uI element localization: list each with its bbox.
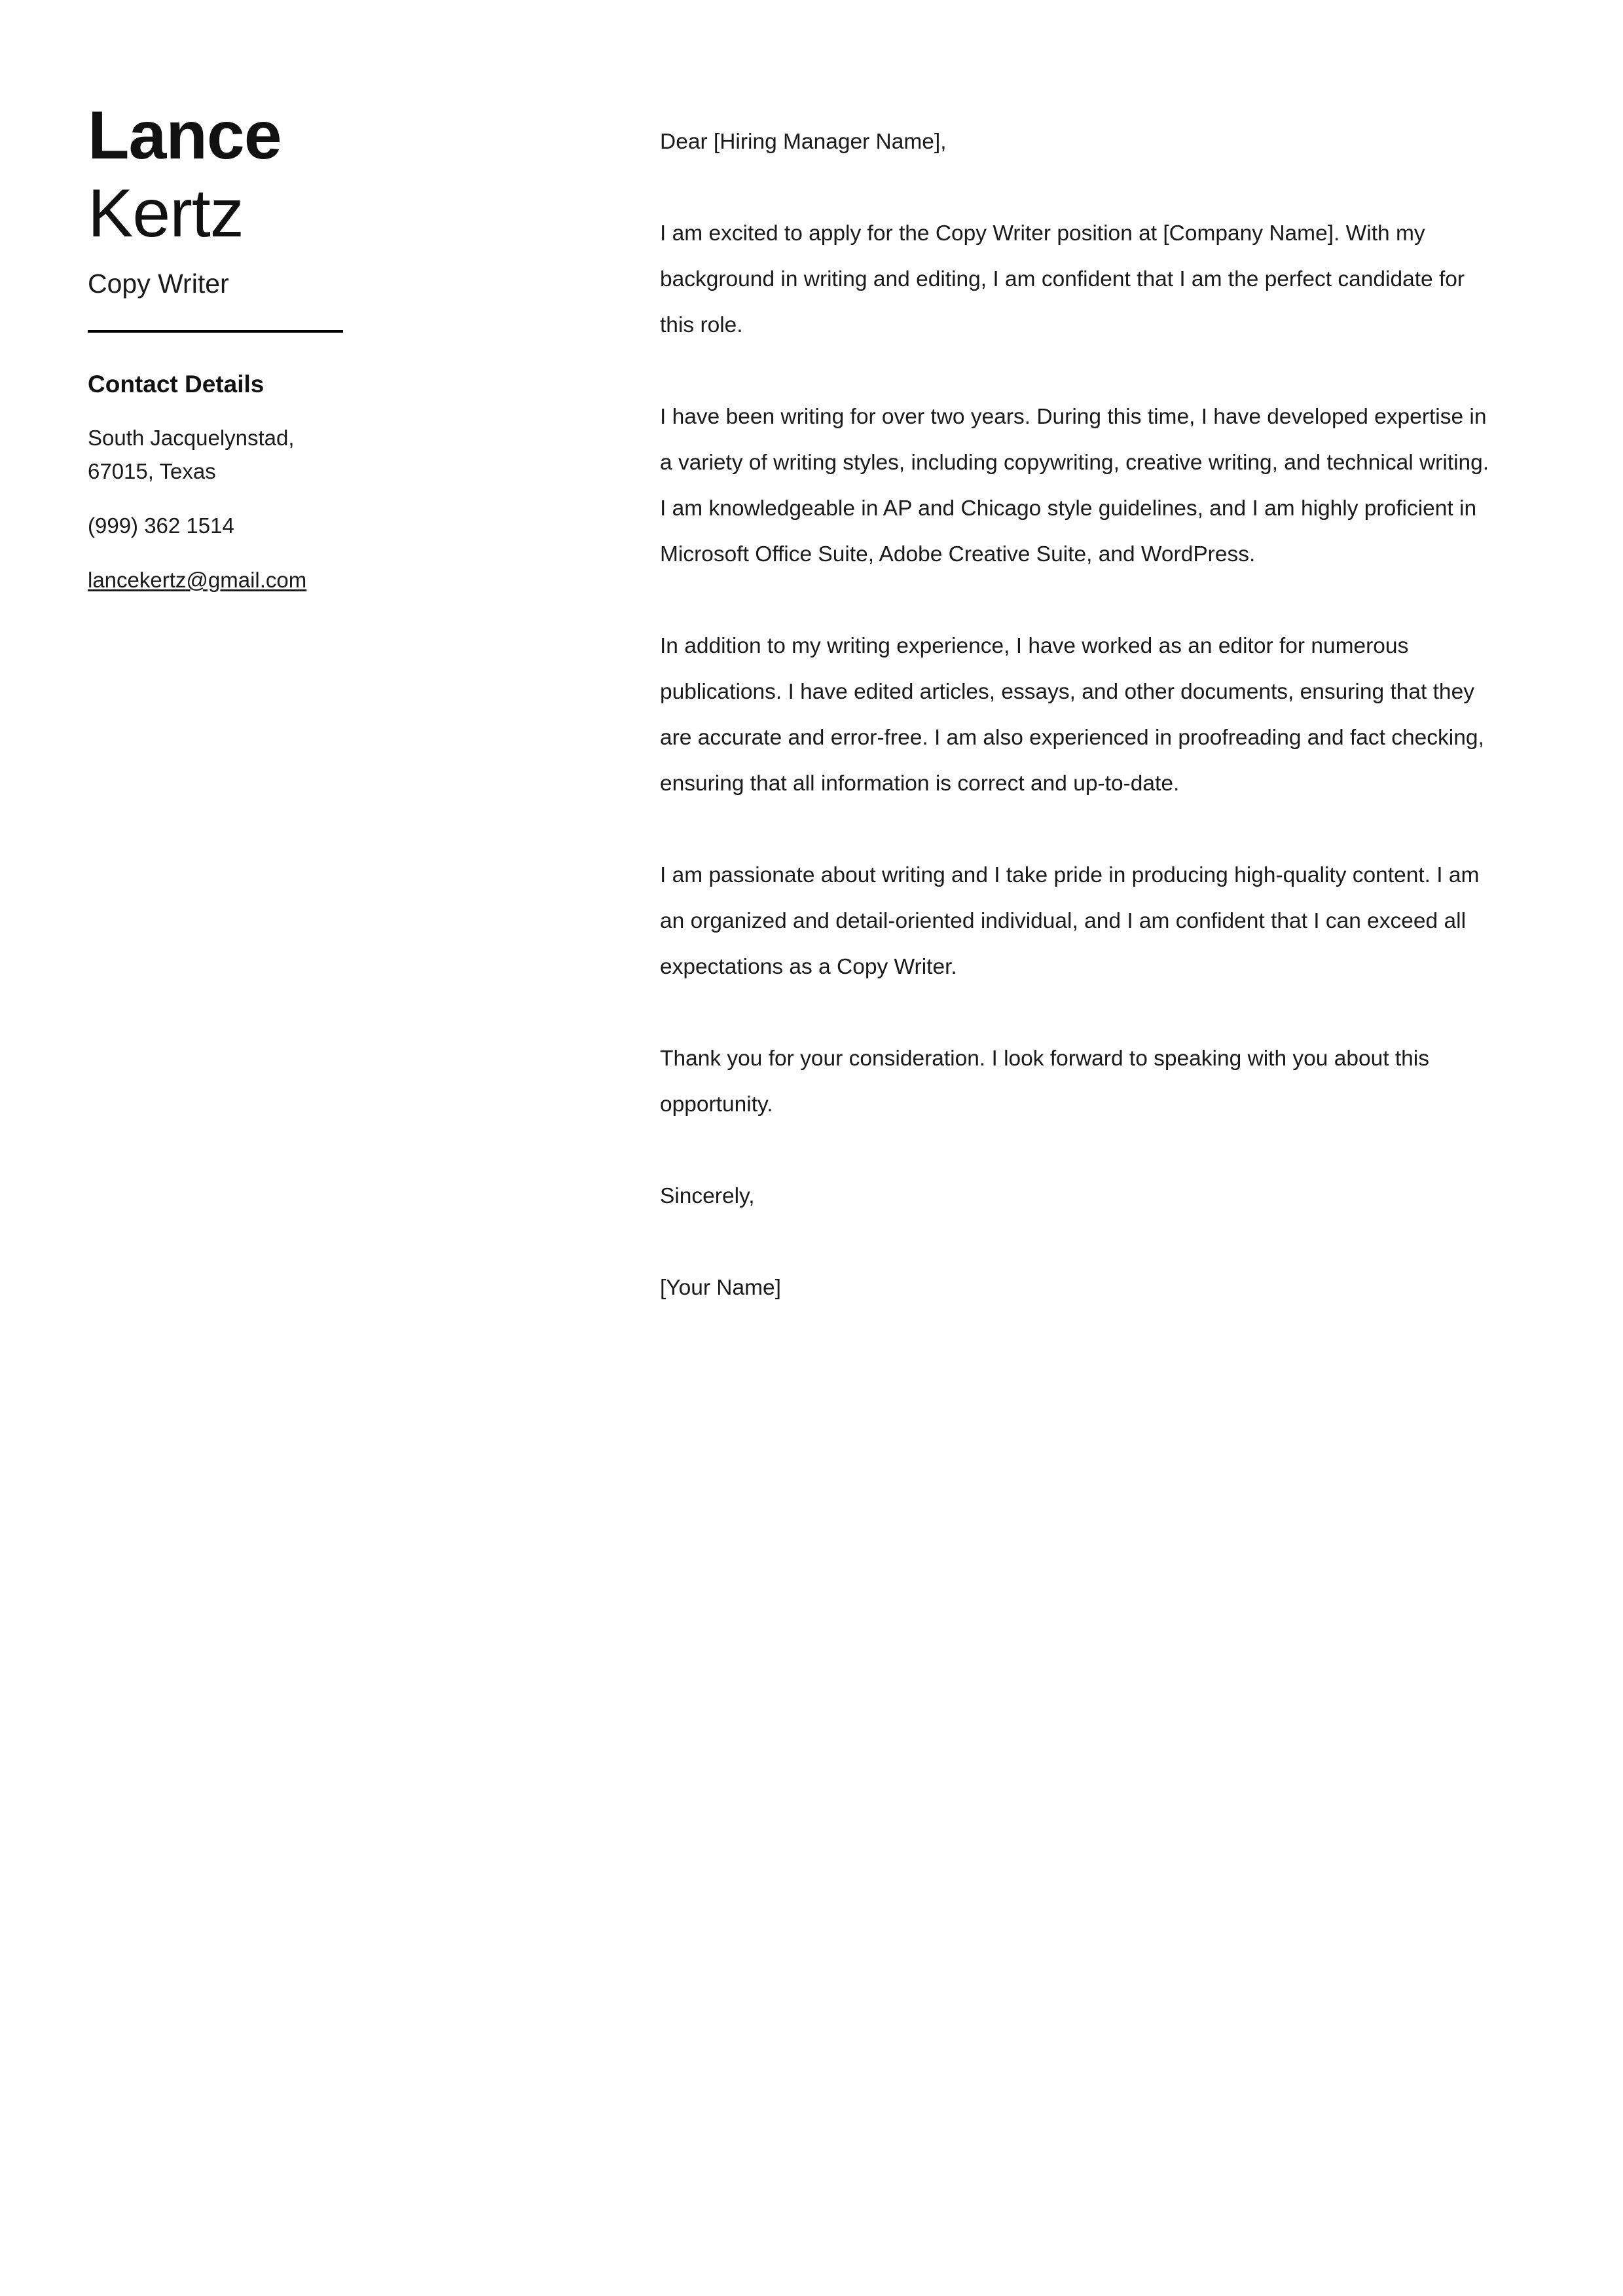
contact-email-link[interactable]: lancekertz@gmail.com [88,567,307,592]
letter-paragraph-2: I have been writing for over two years. During this time, I have developed expertise in a variety of writing styles, including copywriting, creative writing, and technical writing. I am knowledgeable in AP and Chicago style guidelines, and I am highly proficient in Microsoft Office Suite, Adobe Creative Suite, and WordPress. [660,405,1489,566]
letter-paragraph-3: In addition to my writing experience, I have worked as an editor for numerous publications. I have edited articles, essays, and other documents, ensuring that they are accurate and error-free. I am also experienced in proofreading and fact checking, ensuring that all information is correct and up-to-date. [660,634,1484,796]
contact-details-heading: Contact Details [88,371,264,398]
letter-paragraph-5: Thank you for your consideration. I look forward to speaking with you about this opportunity. [660,1046,1430,1117]
contact-email [88,563,363,597]
applicant-name [88,97,572,252]
applicant-first-name: Lance [88,98,282,174]
letter-signature: [Your Name] [660,1276,781,1300]
letter-closing: Sincerely, [660,1184,755,1208]
sidebar [88,97,572,597]
letter-paragraph-1: I am excited to apply for the Copy Writer position at [Company Name]. With my background in writing and editing, I am confident that I am the perfect candidate for this role. [660,221,1465,337]
letter-paragraph-4: I am passionate about writing and I take pride in producing high-quality content. I am an organized and detail-oriented individual, and I am confident that I can exceed all expectations as a Copy Writer. [660,863,1480,979]
applicant-last-name: Kertz [88,175,244,251]
letter-body [660,119,1490,1311]
sidebar-divider [88,330,343,333]
contact-details-list [88,421,572,597]
letter-salutation: Dear [Hiring Manager Name], [660,130,947,154]
contact-phone: (999) 362 1514 [88,513,234,538]
contact-address: South Jacquelynstad, 67015, Texas [88,425,295,483]
applicant-job-title: Copy Writer [88,268,229,299]
